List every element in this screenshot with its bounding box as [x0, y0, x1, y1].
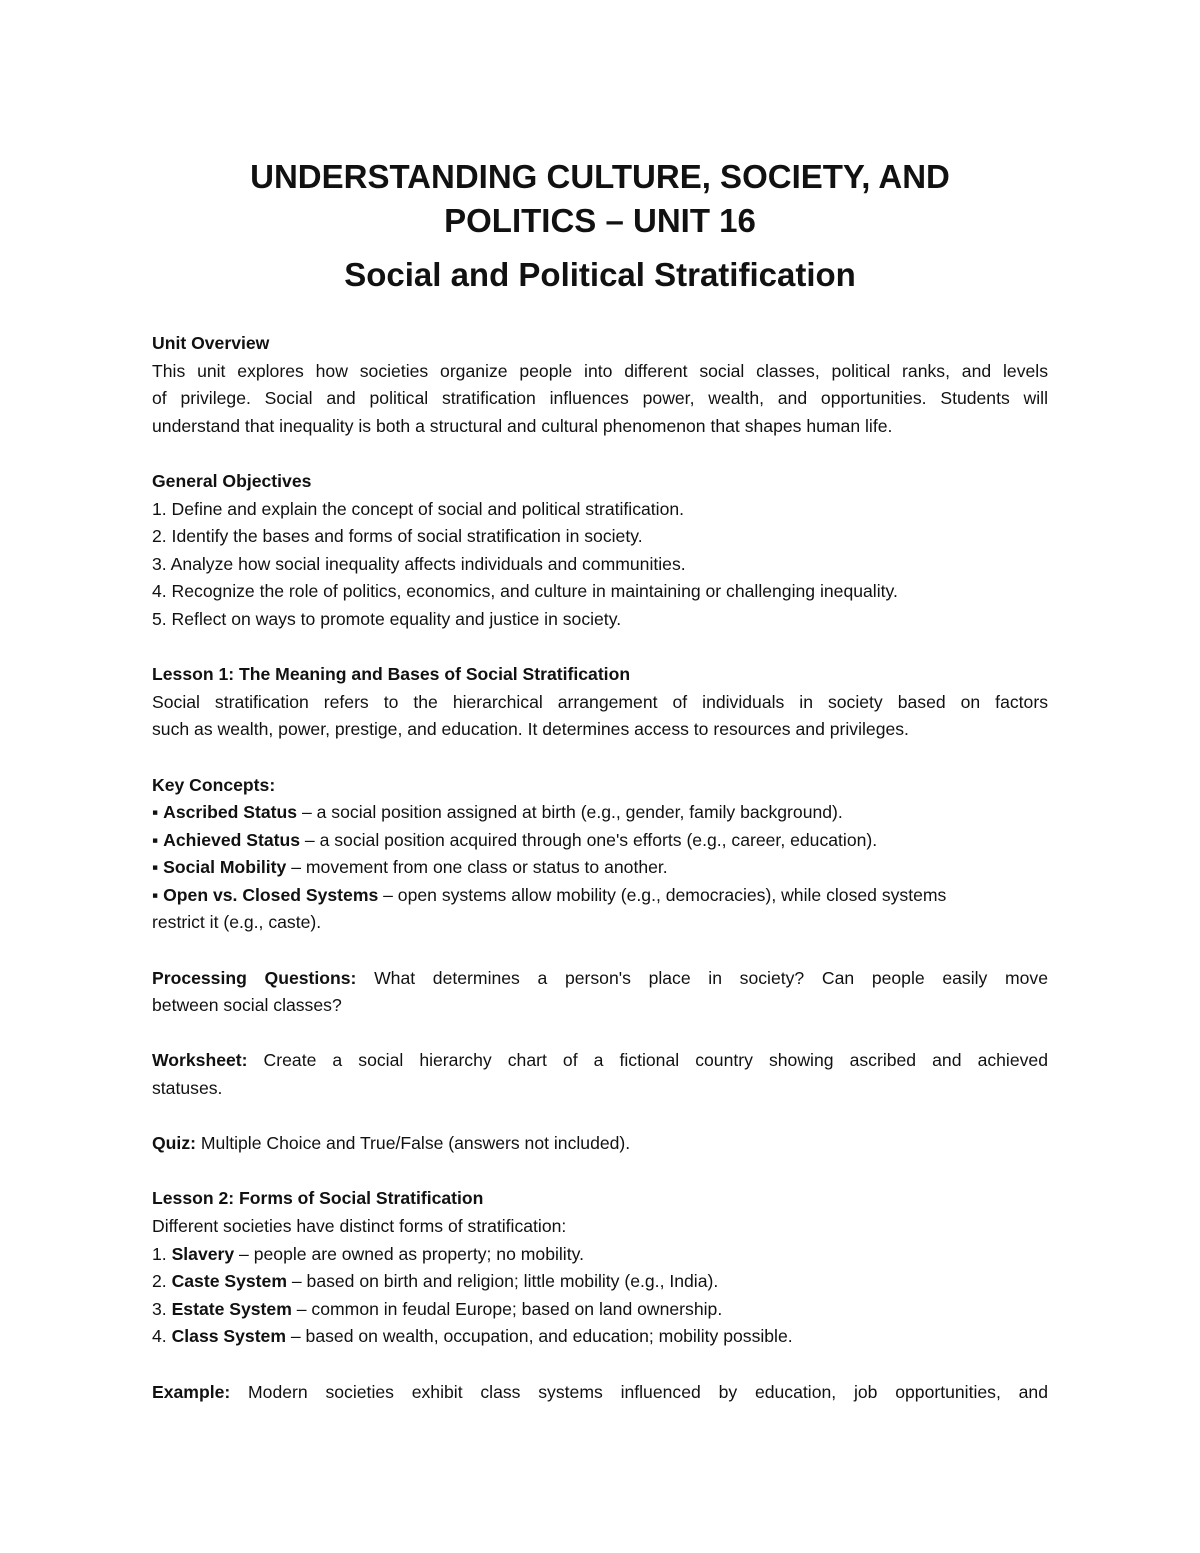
concept-text: – a social position assigned at birth (e.g., gender, family background).	[297, 802, 843, 823]
item-number: 3.	[152, 1298, 172, 1319]
concept-text: – open systems allow mobility (e.g., democracies), while closed systems	[378, 884, 947, 905]
bullet-icon: ▪	[152, 802, 164, 823]
item-text: – people are owned as property; no mobility.	[234, 1243, 584, 1264]
item-text: – common in feudal Europe; based on land ownership.	[291, 1298, 723, 1319]
bullet-icon: ▪	[152, 884, 164, 905]
lesson2-heading: Lesson 2: Forms of Social Stratification	[152, 1188, 484, 1209]
document-body	[152, 330, 1048, 1406]
key-concepts-heading: Key Concepts:	[152, 774, 276, 795]
document-subtitle: Social and Political Stratification	[344, 256, 856, 293]
key-concept-item	[152, 854, 1048, 882]
item-term: Class System	[171, 1326, 286, 1347]
objective-item: 3. Analyze how social inequality affects individuals and communities.	[152, 553, 686, 574]
key-concept-item	[152, 827, 1048, 855]
item-term: Caste System	[171, 1271, 287, 1292]
document-title	[152, 155, 1048, 243]
processing-label: Processing Questions:	[152, 967, 357, 988]
key-concept-item	[152, 799, 1048, 827]
example-text: Modern societies exhibit class systems influenced by education, job opportunities, and	[230, 1381, 1048, 1402]
quiz	[152, 1130, 1048, 1158]
title-line-2: POLITICS – UNIT 16	[444, 202, 756, 239]
lesson2-item	[152, 1241, 1048, 1269]
objective-item: 1. Define and explain the concept of social and political stratification.	[152, 498, 685, 519]
objective-item: 2. Identify the bases and forms of social stratification in society.	[152, 526, 643, 547]
key-concept-continuation: restrict it (e.g., caste).	[152, 912, 322, 933]
worksheet-text: Create a social hierarchy chart of a fictional country showing ascribed and achieved	[247, 1050, 1048, 1071]
processing-line-2: between social classes?	[152, 995, 342, 1016]
overview-line: This unit explores how societies organize people into different social classes, political ranks, and levels	[152, 360, 1048, 381]
objective-item: 4. Recognize the role of politics, economics, and culture in maintaining or challenging inequality.	[152, 581, 898, 602]
item-term: Slavery	[171, 1243, 235, 1264]
item-text: – based on wealth, occupation, and education; mobility possible.	[286, 1326, 793, 1347]
quiz-label: Quiz:	[152, 1133, 196, 1154]
example	[152, 1379, 1048, 1407]
concept-text: – a social position acquired through one's efforts (e.g., career, education).	[300, 829, 878, 850]
overview-heading: Unit Overview	[152, 333, 270, 353]
overview-line: understand that inequality is both a structural and cultural phenomenon that shapes human life.	[152, 415, 893, 436]
item-number: 4.	[152, 1326, 172, 1347]
key-concept-item	[152, 882, 1048, 910]
bullet-icon: ▪	[152, 857, 164, 878]
lesson2-intro: Different societies have distinct forms of stratification:	[152, 1216, 567, 1236]
concept-term: Ascribed Status	[163, 802, 298, 823]
lesson1-heading: Lesson 1: The Meaning and Bases of Social Stratification	[152, 664, 631, 685]
example-label: Example:	[152, 1381, 231, 1402]
bullet-icon: ▪	[152, 829, 164, 850]
concept-term: Achieved Status	[163, 829, 301, 850]
concept-term: Open vs. Closed Systems	[163, 884, 379, 905]
lesson1-line: such as wealth, power, prestige, and education. It determines access to resources and privileges.	[152, 719, 909, 740]
processing-text: What determines a person's place in society? Can people easily move	[356, 967, 1048, 988]
processing-questions	[152, 965, 1048, 993]
objectives-heading: General Objectives	[152, 470, 312, 491]
worksheet-label: Worksheet:	[152, 1050, 248, 1071]
lesson2-item	[152, 1323, 1048, 1351]
objective-item: 5. Reflect on ways to promote equality and justice in society.	[152, 608, 622, 629]
lesson1-line: Social stratification refers to the hierarchical arrangement of individuals in society based on factors	[152, 691, 1048, 712]
item-term: Estate System	[171, 1298, 292, 1319]
lesson2-item	[152, 1268, 1048, 1296]
worksheet	[152, 1047, 1048, 1075]
item-text: – based on birth and religion; little mobility (e.g., India).	[286, 1271, 719, 1292]
lesson2-item	[152, 1296, 1048, 1324]
item-number: 1.	[152, 1243, 172, 1264]
item-number: 2.	[152, 1271, 172, 1292]
title-line-1: UNDERSTANDING CULTURE, SOCIETY, AND	[250, 158, 950, 195]
worksheet-line-2: statuses.	[152, 1078, 223, 1099]
concept-text: – movement from one class or status to another.	[286, 857, 668, 878]
concept-term: Social Mobility	[163, 857, 287, 878]
overview-line: of privilege. Social and political stratification influences power, wealth, and opportunities. Students will	[152, 388, 1048, 409]
quiz-text: Multiple Choice and True/False (answers not included).	[195, 1133, 631, 1154]
